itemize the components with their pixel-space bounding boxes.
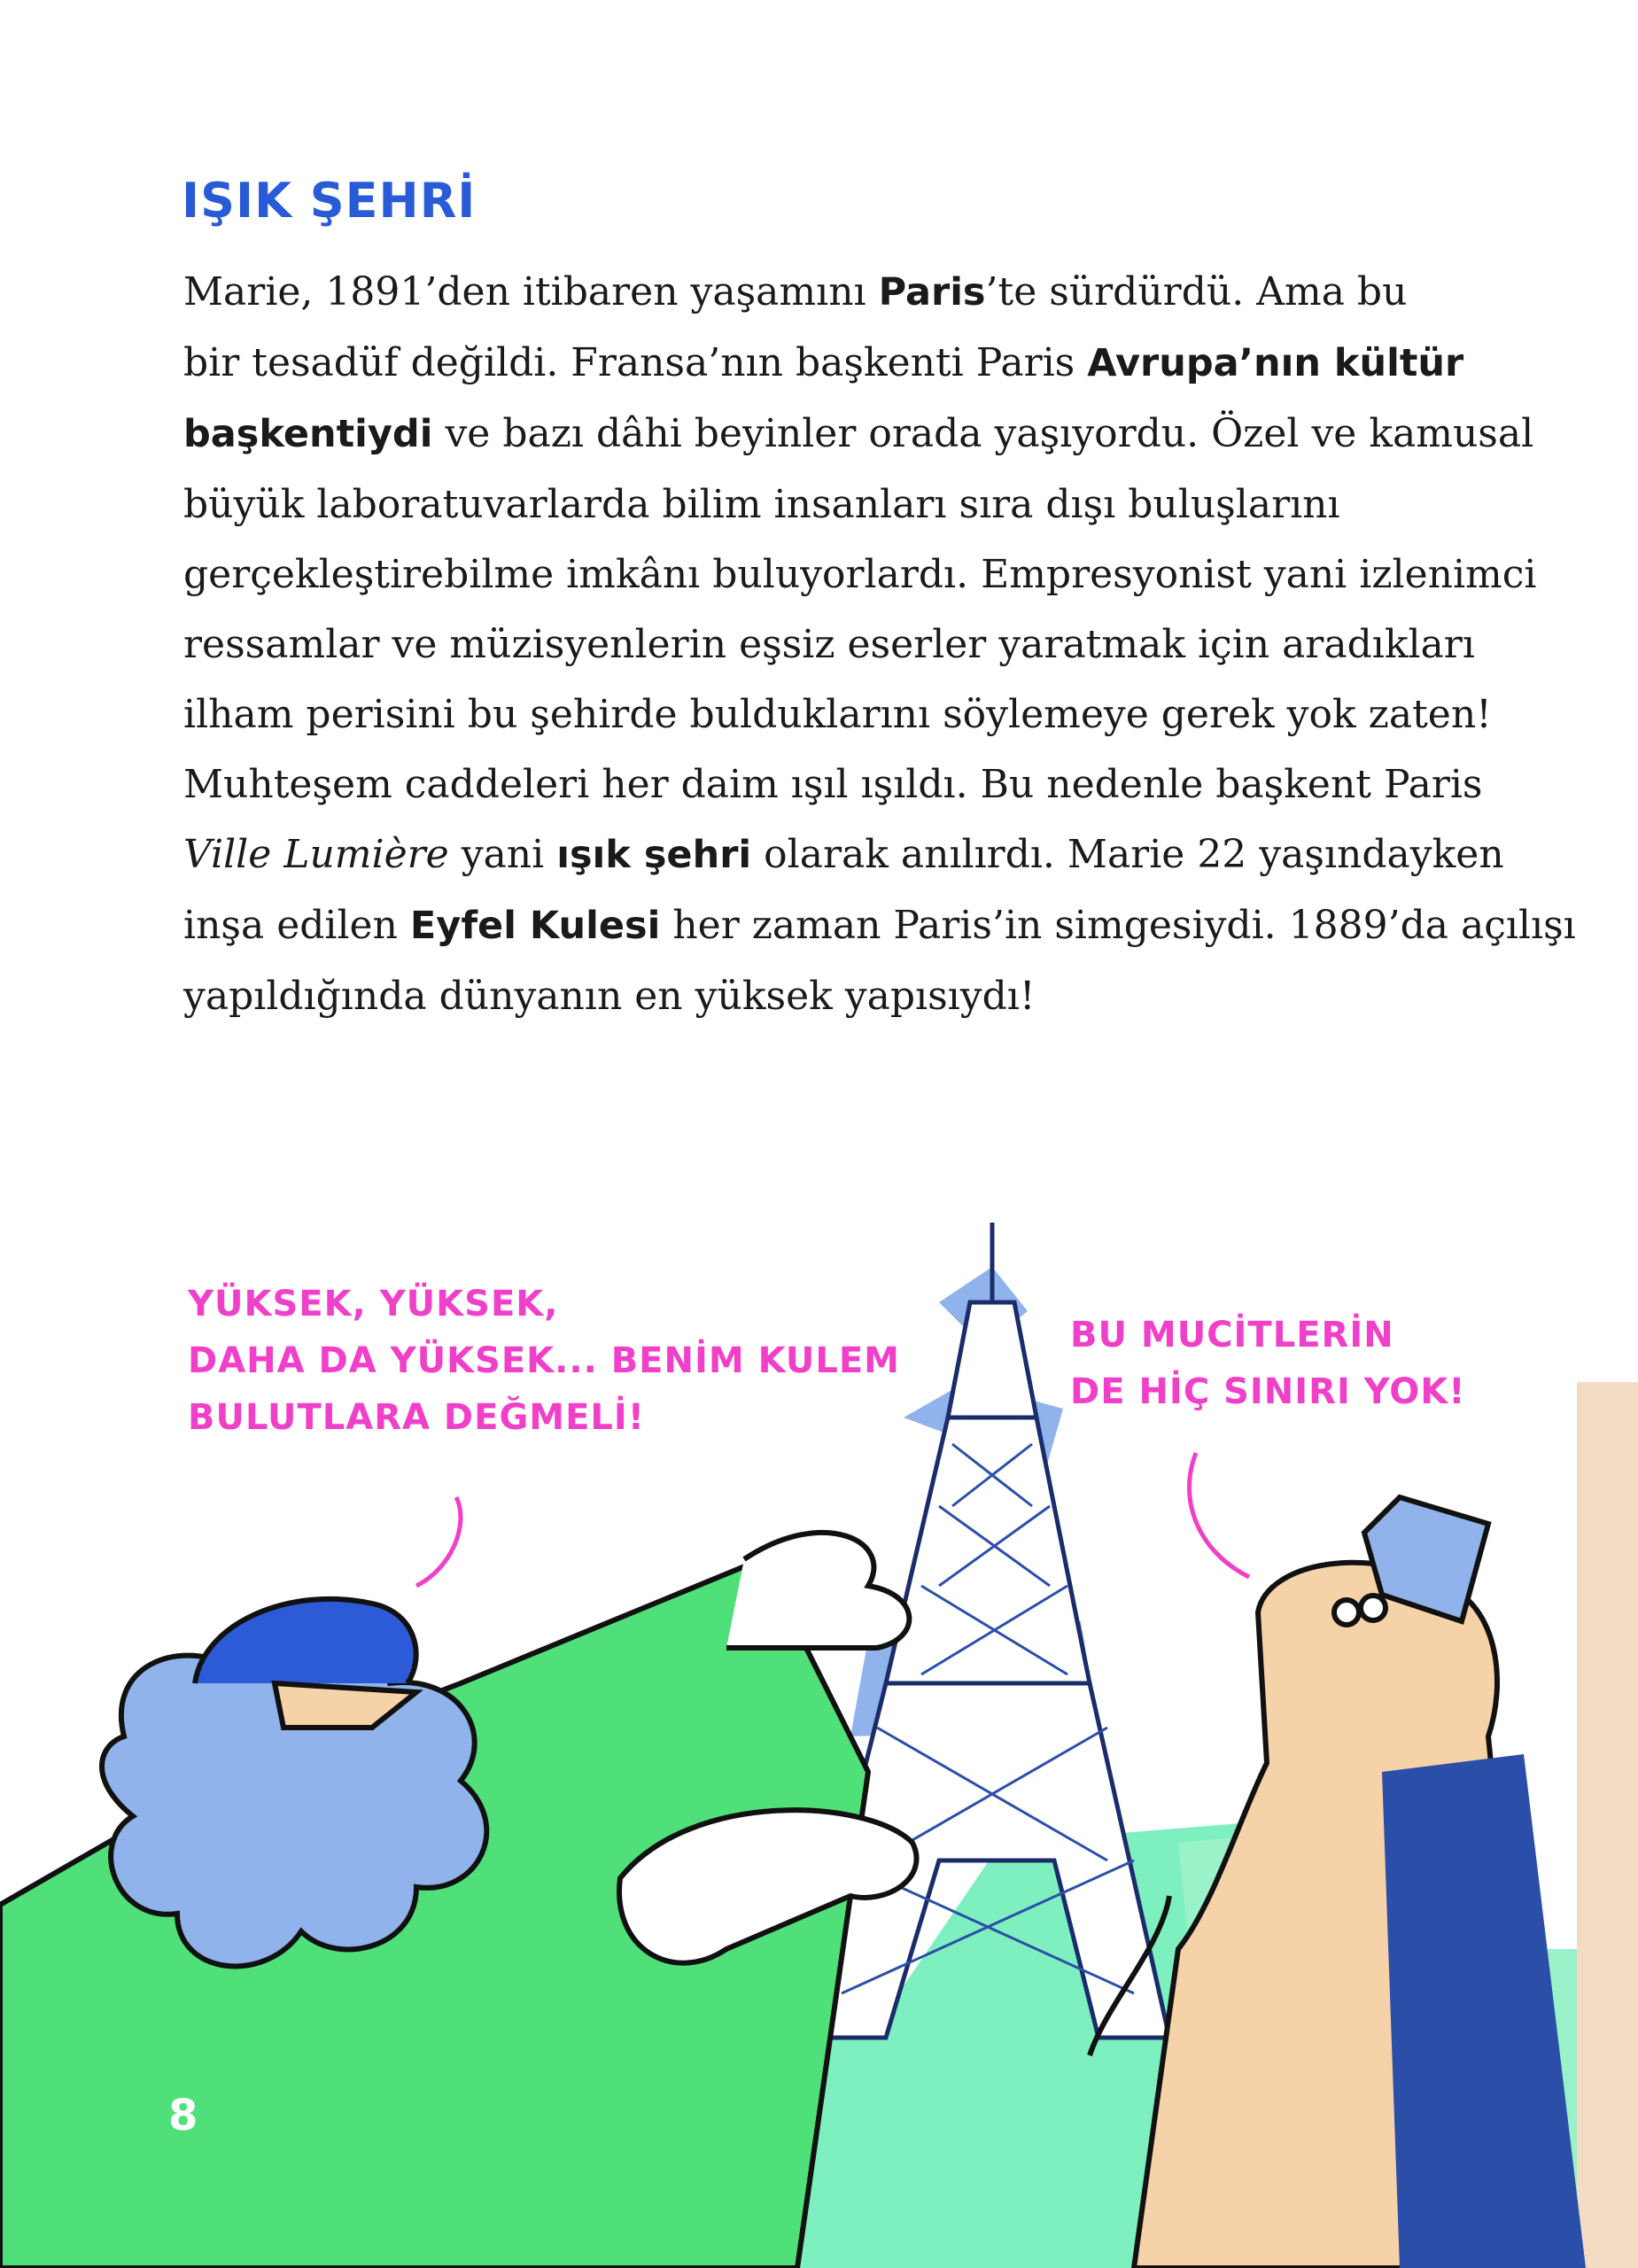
paragraph-line — [183, 399, 1534, 470]
bold-text: Avrupa’nın kültür — [1087, 341, 1464, 385]
speech-tail-left — [416, 1497, 461, 1586]
page-title: IŞIK ŞEHRİ — [182, 173, 477, 229]
paragraph-line — [183, 328, 1477, 399]
body-paragraph — [183, 257, 1576, 1031]
wall-panel-right — [1577, 1382, 1638, 2268]
text-run: ’te sürdürdü. Ama bu — [985, 269, 1408, 315]
speech-bubble-right — [1070, 1307, 1466, 1420]
text-run: bir tesadüf değildi. Fransa’nın başkenti Paris — [183, 340, 1088, 385]
paragraph-line — [183, 610, 1477, 680]
paragraph-line — [183, 890, 1576, 961]
speech-line: BU MUCİTLERİN — [1070, 1315, 1394, 1355]
bold-text: başkentiydi — [183, 412, 433, 456]
page-number: 8 — [168, 2091, 198, 2140]
speech-line: BULUTLARA DEĞMELİ! — [188, 1397, 646, 1438]
text-run: yapıldığında dünyanın en yüksek yapısıydı! — [183, 974, 1036, 1019]
italic-text: Ville Lumière — [183, 832, 449, 877]
paragraph-line — [183, 540, 1537, 610]
text-run: ve bazı dâhi beyinler orada yaşıyordu. Özel ve kamusal — [432, 411, 1534, 456]
speech-bubble-left — [188, 1276, 900, 1446]
text-run: her zaman Paris’in simgesiydi. 1889’da açılışı — [660, 903, 1576, 948]
text-run: ressamlar ve müzisyenlerin eşsiz eserler yaratmak için aradıkları — [183, 622, 1475, 667]
text-run: Marie, 1891’den itibaren yaşamını — [183, 269, 879, 315]
speech-line: YÜKSEK, YÜKSEK, — [188, 1284, 559, 1324]
text-run: gerçekleştirebilme imkânı buluyorlardı. Empresyonist yani izlenimci — [183, 552, 1537, 597]
text-run: olarak anılırdı. Marie 22 yaşındayken — [751, 832, 1504, 877]
bold-text: Paris — [878, 270, 986, 315]
speech-line: DE HİÇ SINIRI YOK! — [1070, 1371, 1466, 1412]
text-run: ilham perisini bu şehirde bulduklarını söylemeye gerek yok zaten! — [183, 692, 1492, 737]
bold-text: Eyfel Kulesi — [409, 904, 661, 948]
speech-tail-right — [1190, 1453, 1250, 1577]
text-run: büyük laboratuvarlarda bilim insanları sıra dışı buluşlarını — [183, 482, 1340, 527]
left-character — [0, 1533, 917, 2268]
text-run: inşa edilen — [183, 903, 410, 948]
text-run: Muhteşem caddeleri her daim ışıl ışıldı. Bu nedenle başkent Paris — [183, 762, 1483, 807]
bold-text: ışık şehri — [556, 833, 752, 877]
paragraph-line — [183, 750, 1483, 819]
paragraph-line — [183, 470, 1477, 540]
paragraph-line — [183, 680, 1492, 750]
paragraph-line — [183, 961, 1477, 1031]
paragraph-line — [183, 819, 1504, 890]
text-run: yani — [448, 832, 557, 877]
speech-line: DAHA DA YÜKSEK... BENİM KULEM — [188, 1340, 900, 1381]
paragraph-line — [183, 257, 1477, 328]
